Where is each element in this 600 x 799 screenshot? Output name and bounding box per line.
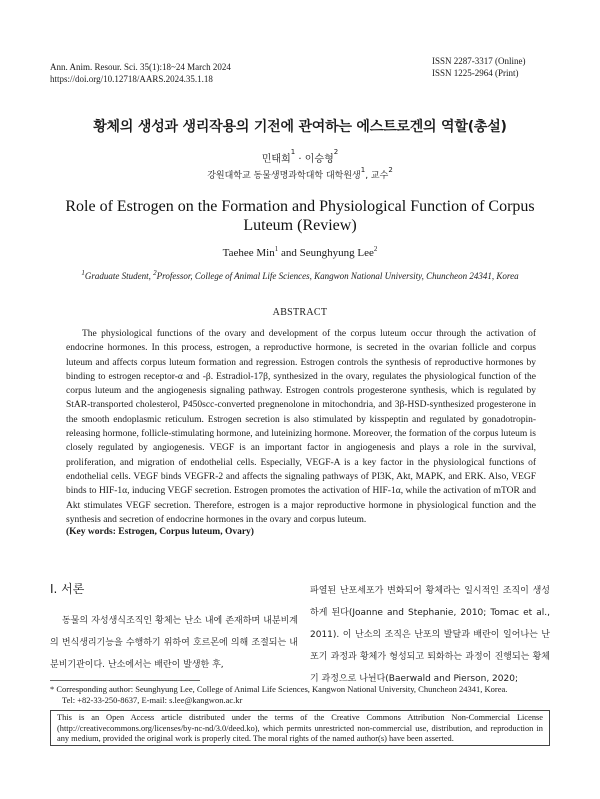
keywords: (Key words: Estrogen, Corpus luteum, Ovary) — [66, 527, 254, 537]
korean-author-2: 이승형 — [304, 154, 334, 165]
korean-author-2-sup: 2 — [333, 148, 339, 156]
english-affil-part-1: Graduate Student, — [84, 271, 154, 281]
korean-affil-mid: , 교수 — [365, 171, 389, 181]
korean-title: 황체의 생성과 생리작용의 기전에 관여하는 에스트로겐의 역할(총설) — [93, 119, 507, 135]
english-affil-sup-2: 2 — [153, 269, 157, 277]
korean-affil-main: 강원대학교 동물생명과학대학 대학원생 — [207, 171, 361, 181]
issn-block — [432, 55, 592, 79]
english-author-1: Taehee Min — [222, 247, 275, 259]
korean-author-1: 민태희 — [261, 154, 291, 165]
korean-affil-sup-1: 1 — [360, 166, 366, 174]
korean-affiliation — [0, 168, 600, 181]
english-author-2-sup: 2 — [373, 245, 378, 253]
korean-author-1-sup: 1 — [290, 148, 296, 156]
english-affiliation — [0, 271, 600, 281]
abstract-body: The physiological functions of the ovary and development of the corpus luteum occur through the activation of endocrine hormones. In this process, estrogen, a reproductive hormone, is secreted in the ovarian follicle and corpus luteum and affects corpus luteum formation and regression. Estrogen controls the synthesis of reproductive hormones by binding to estrogen receptor-α and -β. Estradiol-17β, synthesized in the ovary, regulates the physiological function of the corpus luteum and the angiogenesis signaling pathway. Estrogen controls progesterone synthesis, which is regulated by StAR-transported cholesterol, P450scc-converted pregnenolone in mitochondria, and 3β-HSD-synthesized progesterone in the smooth endoplasmic reticulum. Estrogen secretion is also stimulated by kisspeptin and regulated by gonadotropin-releasing hormone, follicle-stimulating hormone, and luteinizing hormone. Moreover, the formation of the corpus luteum is closely regulated by angiogenesis. VEGF is an important factor in angiogenesis and plays a role in the survival, proliferation, and migration of endothelial cells. Especially, VEGF-A is a key factor in the physiological functions of endothelial cells. VEGF binds VEGFR-2 and affects the signaling pathways of PI3K, Akt, MAPK, and ERK. Also, VEGF binds to HIF-1α, inducing VEGF secretion. Estrogen promotes the activation of HIF-1α, while the activation of mTOR and Akt stimulates VEGF secretion. Therefore, estrogen is a major reproductive hormone in physiological function and the synthesis and secretion of endocrine hormones in the ovary and corpus luteum. — [66, 329, 536, 525]
english-author-1-sup: 1 — [274, 245, 279, 253]
corresponding-author-note: * Corresponding author: Seunghyung Lee, College of Animal Life Sciences, Kangwon National University, Chuncheon 24341, Korea. — [50, 684, 508, 694]
english-affil-sup-1: 1 — [81, 269, 85, 277]
korean-affil-sup-2: 2 — [388, 166, 393, 174]
english-title: Role of Estrogen on the Formation and Physiological Function of Corpus Luteum (Review) — [65, 198, 535, 234]
issn-print: ISSN 1225-2964 (Print) — [432, 68, 519, 78]
english-author-2: Seunghyung Lee — [299, 247, 374, 259]
english-authors — [0, 247, 600, 259]
journal-citation: Ann. Anim. Resour. Sci. 35(1):18~24 March 2024 — [50, 62, 231, 72]
english-affil-part-2: Professor, College of Animal Life Sciences, Kangwon National University, Chuncheon 24341, Korea — [156, 271, 519, 281]
left-column-text: 동물의 자성생식조직인 황체는 난소 내에 존재하며 내분비계의 번식생리기능을 수행하기 위하여 호르몬에 의해 조절되는 내분비기관이다. 난소에서는 배란이 발생한 후, — [50, 616, 298, 670]
author-and: and — [278, 247, 300, 259]
license-box: This is an Open Access article distributed under the terms of the Creative Commons Attribution Non-Commercial License (http://creativecommons.org/licenses/by-nc-nd/3.0/deed.ko), which permits unrestricted non-commercial use, distribution, and reproduction in any medium, provided the original work is properly cited. The moral rights of the named author(s) have been asserted. — [50, 710, 550, 746]
issn-online: ISSN 2287-3317 (Online) — [432, 56, 526, 66]
journal-header — [50, 61, 330, 85]
doi-link[interactable]: https://doi.org/10.12718/AARS.2024.35.1.18 — [50, 74, 213, 84]
right-column-text: 파열된 난포세포가 변화되어 황체라는 일시적인 조직이 생성하게 된다(Joanne and Stephanie, 2010; Tomac et al., 2011). 이 난소의 조직은 난포의 발달과 배란이 일어나는 난포기 과정과 황체가 형성되고 퇴화하는 과정이 진행되는 황체기 과정으로 나뉜다(Baerwald and Pierson, 2020; — [310, 586, 550, 684]
section-title: Ⅰ. 서론 — [50, 582, 85, 596]
korean-authors — [0, 150, 600, 165]
abstract-heading: ABSTRACT — [272, 307, 328, 318]
footnote-divider — [50, 680, 200, 681]
author-separator: · — [295, 154, 305, 165]
contact-info: Tel: +82-33-250-8637, E-mail: s.lee@kangwon.ac.kr — [62, 695, 243, 705]
